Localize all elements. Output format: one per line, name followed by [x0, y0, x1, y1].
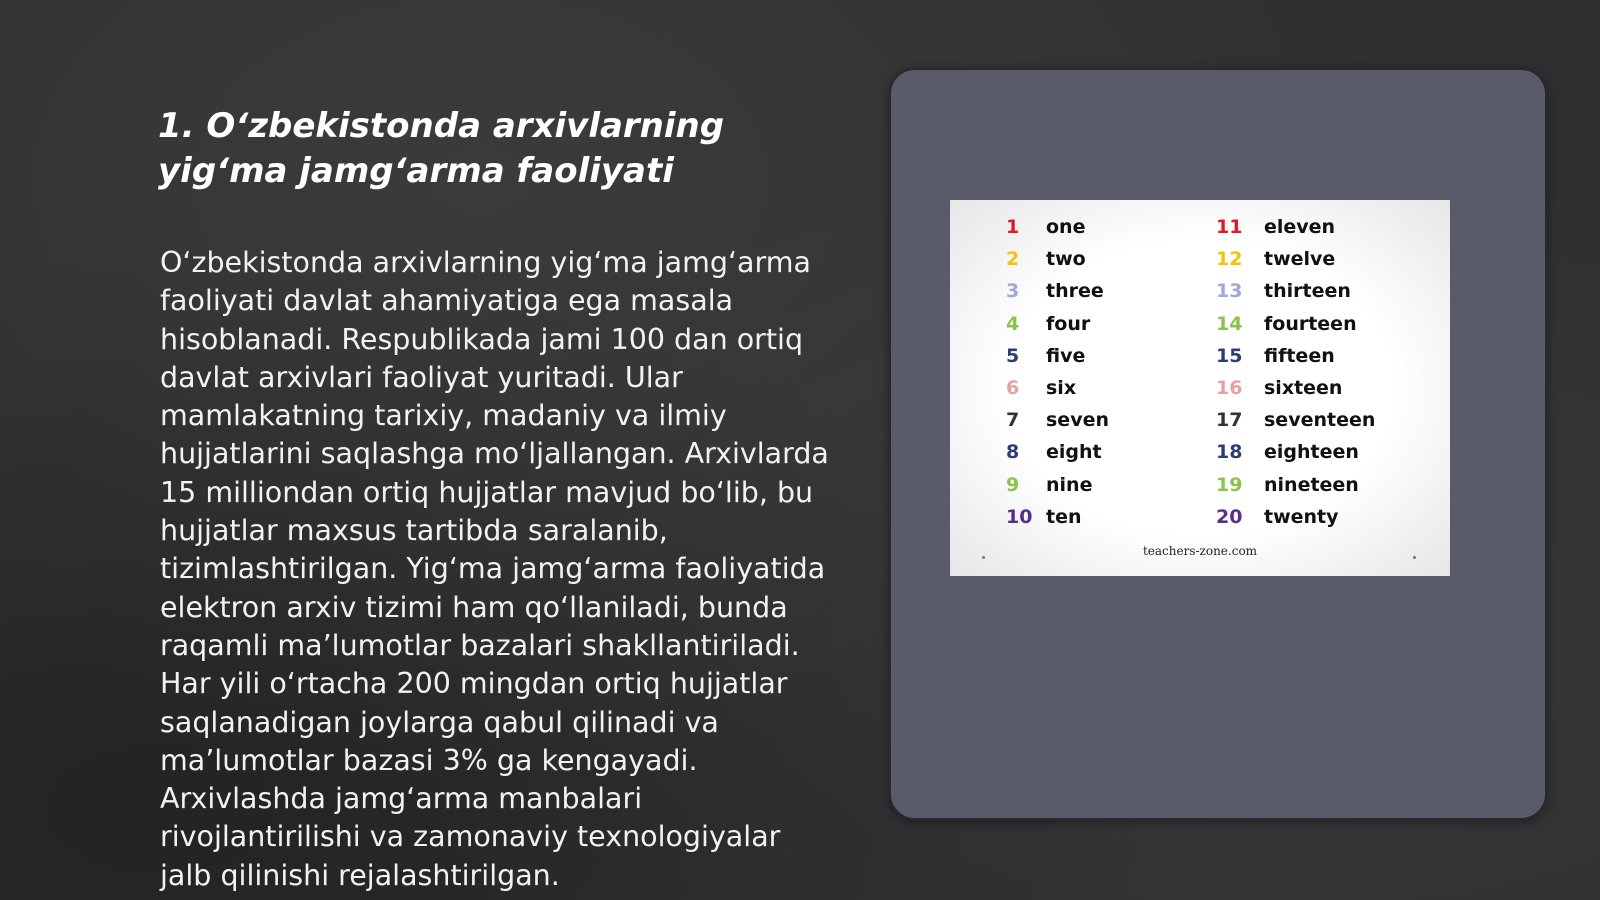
image-credit: teachers-zone.com [1142, 544, 1258, 558]
number-digit: 9 [1006, 473, 1020, 496]
number-word: seven [1046, 409, 1109, 432]
number-word: sixteen [1264, 377, 1343, 399]
number-word: six [1046, 377, 1077, 399]
number-row-17 [1216, 404, 1375, 436]
number-word: fourteen [1264, 312, 1357, 335]
number-digit: 13 [1216, 280, 1243, 303]
number-word: ten [1046, 505, 1082, 528]
number-digit: 15 [1216, 344, 1243, 367]
number-digit: 3 [1006, 280, 1020, 303]
number-word: nineteen [1264, 473, 1359, 496]
number-word: fifteen [1264, 344, 1335, 367]
number-digit: 4 [1006, 312, 1020, 335]
number-word: nine [1046, 473, 1093, 496]
number-digit: 2 [1006, 248, 1020, 271]
number-row-12 [1216, 243, 1335, 275]
number-row-15 [1216, 340, 1335, 372]
number-row-7 [1006, 404, 1109, 436]
number-word: eleven [1264, 216, 1336, 238]
number-row-5 [1006, 340, 1085, 372]
number-digit: 7 [1006, 409, 1020, 432]
number-digit: 8 [1006, 441, 1020, 464]
number-word: one [1046, 216, 1086, 238]
number-row-19 [1216, 469, 1359, 501]
number-digit: 20 [1216, 505, 1243, 528]
number-row-16 [1216, 372, 1342, 404]
number-word: three [1046, 280, 1104, 303]
number-digit: 10 [1006, 505, 1033, 528]
number-word: thirteen [1264, 280, 1351, 303]
number-row-2 [1006, 243, 1086, 275]
number-row-4 [1006, 308, 1090, 340]
slide-title: 1. O‘zbekistonda arxivlarning yig‘ma jamg‘arma faoliyati [158, 106, 725, 191]
number-digit: 12 [1216, 248, 1243, 271]
number-digit: 18 [1216, 441, 1243, 464]
number-word: twenty [1264, 505, 1339, 528]
number-word: seventeen [1264, 409, 1376, 432]
number-digit: 14 [1216, 312, 1243, 335]
number-digit: 6 [1006, 377, 1020, 399]
number-row-8 [1006, 436, 1102, 468]
number-digit: 19 [1216, 473, 1243, 496]
number-row-14 [1216, 308, 1357, 340]
decorative-dot [982, 556, 985, 559]
number-row-1 [1006, 211, 1085, 243]
number-word: four [1046, 312, 1091, 335]
number-digit: 11 [1216, 216, 1243, 238]
decorative-dot [1413, 556, 1416, 559]
number-digit: 17 [1216, 409, 1243, 432]
numbers-chart-image [950, 200, 1450, 576]
number-row-13 [1216, 275, 1351, 307]
slide-body-text: O‘zbekistonda arxivlarning yig‘ma jamg‘arma faoliyati davlat ahamiyatiga ega masala hisoblanadi. Respublikada jami 100 dan ortiq davlat arxivlari faoliyat yuritadi. Ular mamlakatning tarixiy, madaniy va ilmiy hujjatlarini saqlashga mo‘ljallangan. Arxivlarda 15 milliondan ortiq hujjatlar mavjud bo‘lib, bu hujjatlar maxsus tartibda saralanib, tizimlashtirilgan. Yig‘ma jamg‘arma faoliyatida elektron arxiv tizimi ham qo‘llaniladi, bunda raqamli ma’lumotlar bazalari shakllantiriladi. Har yili o‘rtacha 200 mingdan ortiq hujjatlar saqlanadigan joylarga qabul qilinadi va ma’lumotlar bazasi 3% ga kengayadi. Arxivlashda jamg‘arma manbalari rivojlantirilishi va zamonaviy texnologiyalar jalb qilinishi rejalashtirilgan. [160, 246, 829, 892]
number-word: five [1046, 344, 1086, 367]
number-digit: 1 [1006, 216, 1020, 238]
number-word: eight [1046, 441, 1102, 464]
number-row-9 [1006, 469, 1092, 501]
number-digit: 5 [1006, 344, 1020, 367]
number-row-11 [1216, 211, 1335, 243]
number-word: two [1046, 248, 1086, 271]
number-digit: 16 [1216, 377, 1243, 399]
number-row-10 [1006, 501, 1082, 533]
number-word: eighteen [1264, 441, 1359, 464]
number-row-18 [1216, 436, 1359, 468]
number-word: twelve [1264, 248, 1336, 271]
number-row-3 [1006, 275, 1104, 307]
number-row-6 [1006, 372, 1076, 404]
number-row-20 [1216, 501, 1339, 533]
